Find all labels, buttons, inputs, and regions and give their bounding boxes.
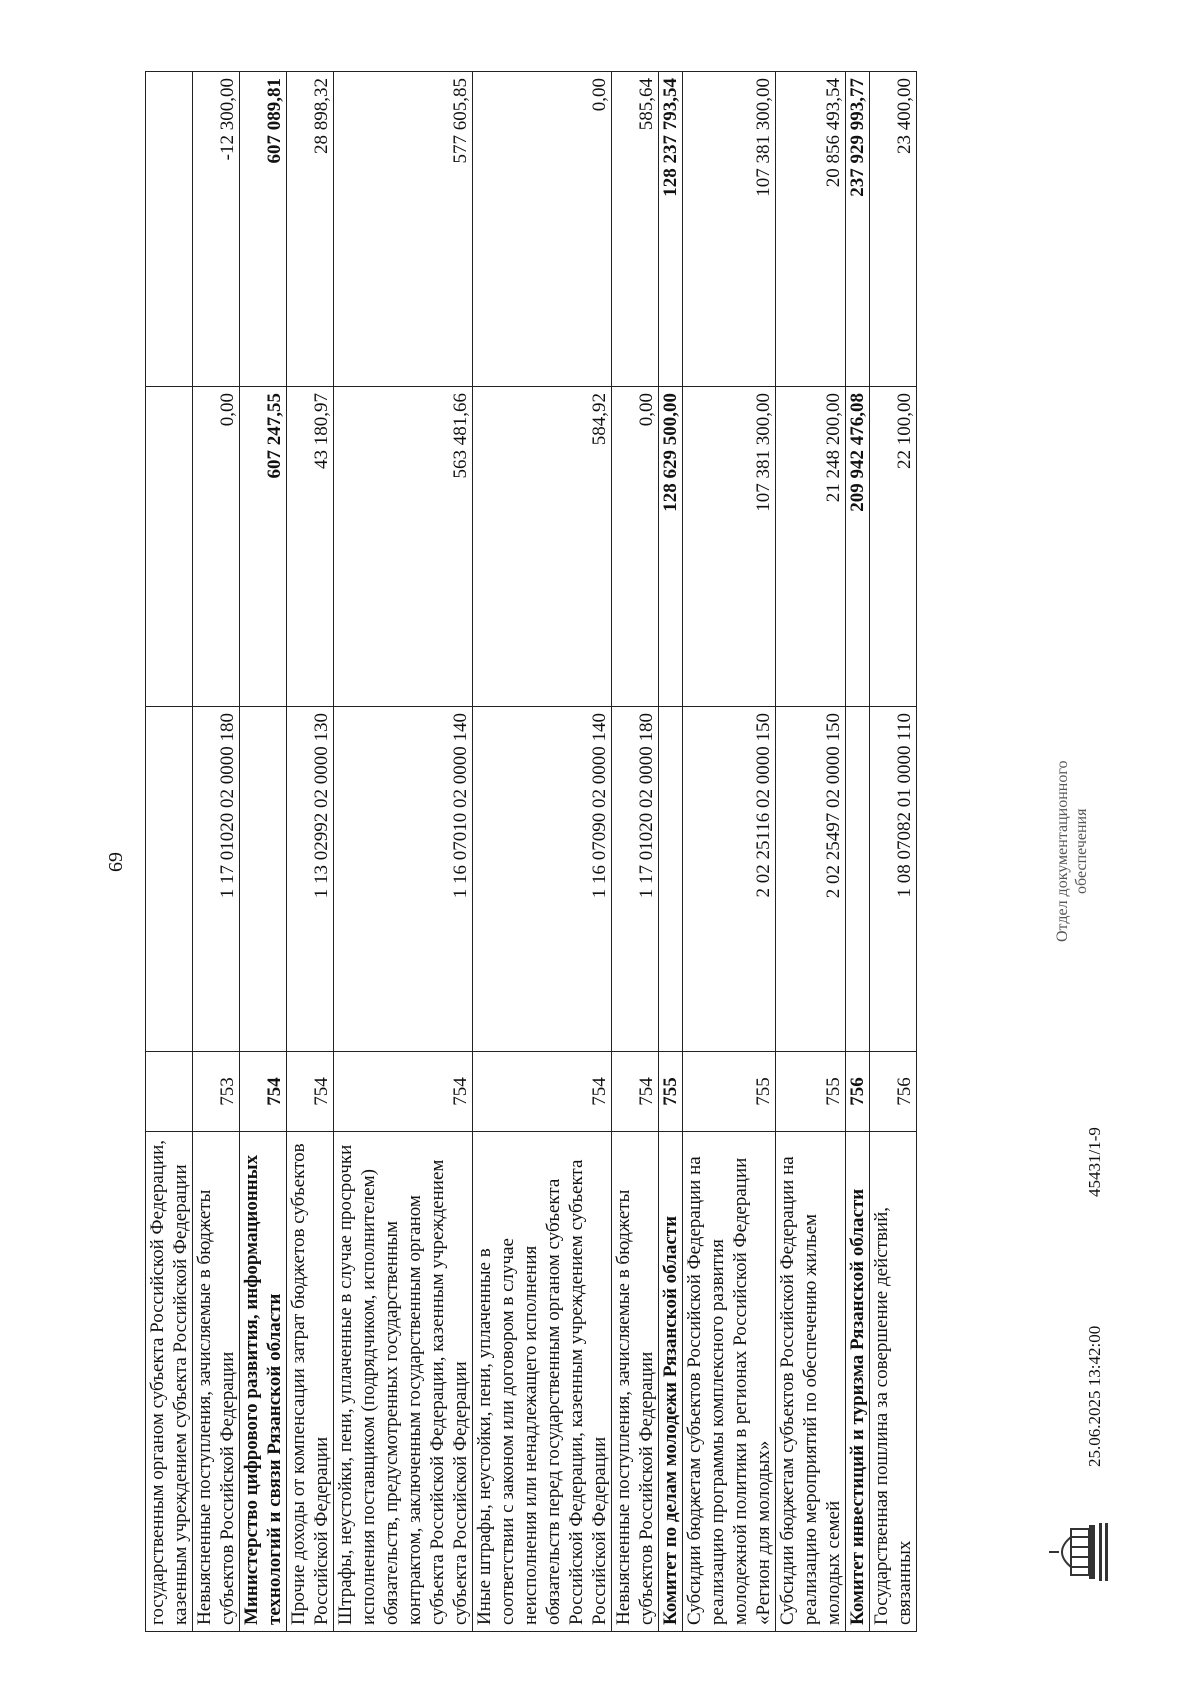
rotated-page bbox=[35, 72, 1135, 1632]
row-admin-code: 754 bbox=[240, 1052, 287, 1132]
row-kbk-code: 1 17 01020 02 0000 180 bbox=[193, 707, 240, 1052]
row-admin-code: 756 bbox=[870, 1052, 917, 1132]
row-name: Комитет по делам молодежи Рязанской области bbox=[659, 1132, 683, 1632]
row-name: Министерство цифрового развития, информационных технологий и связи Рязанской области bbox=[240, 1132, 287, 1632]
table-row bbox=[240, 72, 287, 1632]
row-name: Иные штрафы, неустойки, пени, уплаченные в соответствии с законом или договором в случае неисполнения или ненадлежащего исполнения обязательств перед государственным органом субъекта Российской Федерации, казенным учреждением субъекта Российской Федерации bbox=[473, 1132, 612, 1632]
table-row bbox=[776, 72, 846, 1632]
row-kbk-code: 1 16 07010 02 0000 140 bbox=[334, 707, 473, 1052]
row-kbk-code: 2 02 25116 02 0000 150 bbox=[683, 707, 776, 1052]
table-row bbox=[146, 72, 193, 1632]
row-admin-code: 754 bbox=[287, 1052, 334, 1132]
row-value-a bbox=[146, 387, 193, 707]
row-admin-code: 755 bbox=[776, 1052, 846, 1132]
row-value-a: 209 942 476,08 bbox=[846, 387, 870, 707]
row-value-a: 22 100,00 bbox=[870, 387, 917, 707]
footer-office-stamp bbox=[1053, 760, 1091, 942]
row-kbk-code: 1 08 07082 01 0000 110 bbox=[870, 707, 917, 1052]
row-admin-code: 755 bbox=[659, 1052, 683, 1132]
row-value-a: 128 629 500,00 bbox=[659, 387, 683, 707]
row-admin-code bbox=[146, 1052, 193, 1132]
table-row bbox=[287, 72, 334, 1632]
row-value-b: 23 400,00 bbox=[870, 72, 917, 387]
row-name: Невыясненные поступления, зачисляемые в бюджеты субъектов Российской Федерации bbox=[612, 1132, 659, 1632]
row-kbk-code bbox=[659, 707, 683, 1052]
row-kbk-code bbox=[846, 707, 870, 1052]
table-row bbox=[193, 72, 240, 1632]
row-kbk-code bbox=[240, 707, 287, 1052]
footer-doc-number: 45431/1-9 bbox=[1085, 1127, 1104, 1197]
row-admin-code: 756 bbox=[846, 1052, 870, 1132]
table-row bbox=[846, 72, 870, 1632]
row-kbk-code: 1 17 01020 02 0000 180 bbox=[612, 707, 659, 1052]
row-value-b: 0,00 bbox=[473, 72, 612, 387]
row-name: Субсидии бюджетам субъектов Российской Федерации на реализацию программы комплексного развития молодежной политики в регионах Российской Федерации «Регион для молодых» bbox=[683, 1132, 776, 1632]
row-value-a: 0,00 bbox=[612, 387, 659, 707]
row-value-b: 128 237 793,54 bbox=[659, 72, 683, 387]
table-row bbox=[870, 72, 917, 1632]
row-value-b: -12 300,00 bbox=[193, 72, 240, 387]
office-line-1: Отдел документационного bbox=[1054, 760, 1071, 942]
row-value-b: 585,64 bbox=[612, 72, 659, 387]
row-value-a: 0,00 bbox=[193, 387, 240, 707]
row-value-b: 237 929 993,77 bbox=[846, 72, 870, 387]
footer-date: 25.06.2025 13:42:00 bbox=[1085, 1325, 1104, 1467]
row-kbk-code bbox=[146, 707, 193, 1052]
row-value-b: 28 898,32 bbox=[287, 72, 334, 387]
row-value-b: 607 089,81 bbox=[240, 72, 287, 387]
row-value-a: 584,92 bbox=[473, 387, 612, 707]
row-name: Комитет инвестиций и туризма Рязанской области bbox=[846, 1132, 870, 1632]
row-kbk-code: 2 02 25497 02 0000 150 bbox=[776, 707, 846, 1052]
row-admin-code: 754 bbox=[334, 1052, 473, 1132]
table-row bbox=[659, 72, 683, 1632]
row-admin-code: 754 bbox=[612, 1052, 659, 1132]
page-number: 69 bbox=[105, 852, 127, 872]
row-admin-code: 753 bbox=[193, 1052, 240, 1132]
row-value-b: 107 381 300,00 bbox=[683, 72, 776, 387]
duma-logo-icon bbox=[1045, 1517, 1115, 1587]
row-value-a: 107 381 300,00 bbox=[683, 387, 776, 707]
row-name: государственным органом субъекта Российской Федерации, казенным учреждением субъекта Российской Федерации bbox=[146, 1132, 193, 1632]
row-value-a: 607 247,55 bbox=[240, 387, 287, 707]
row-name: Штрафы, неустойки, пени, уплаченные в случае просрочки исполнения поставщиком (подрядчиком, исполнителем) обязательств, предусмотренных государственным контрактом, заключенным государственным органом субъекта Российской Федерации, казенным учреждением субъекта Российской Федерации bbox=[334, 1132, 473, 1632]
row-name: Государственная пошлина за совершение действий, связанных bbox=[870, 1132, 917, 1632]
row-name: Невыясненные поступления, зачисляемые в бюджеты субъектов Российской Федерации bbox=[193, 1132, 240, 1632]
row-value-b: 20 856 493,54 bbox=[776, 72, 846, 387]
footer-stamp bbox=[1035, 72, 1125, 1632]
row-value-b bbox=[146, 72, 193, 387]
table-row bbox=[473, 72, 612, 1632]
row-value-a: 563 481,66 bbox=[334, 387, 473, 707]
row-name: Субсидии бюджетам субъектов Российской Федерации на реализацию мероприятий по обеспечению жильем молодых семей bbox=[776, 1132, 846, 1632]
row-value-b: 577 605,85 bbox=[334, 72, 473, 387]
table-row bbox=[334, 72, 473, 1632]
row-admin-code: 754 bbox=[473, 1052, 612, 1132]
row-kbk-code: 1 16 07090 02 0000 140 bbox=[473, 707, 612, 1052]
budget-table bbox=[145, 71, 917, 1632]
table-row bbox=[612, 72, 659, 1632]
row-kbk-code: 1 13 02992 02 0000 130 bbox=[287, 707, 334, 1052]
row-value-a: 43 180,97 bbox=[287, 387, 334, 707]
office-line-2: обеспечения bbox=[1073, 808, 1090, 894]
row-name: Прочие доходы от компенсации затрат бюджетов субъектов Российской Федерации bbox=[287, 1132, 334, 1632]
row-value-a: 21 248 200,00 bbox=[776, 387, 846, 707]
table-row bbox=[683, 72, 776, 1632]
row-admin-code: 755 bbox=[683, 1052, 776, 1132]
